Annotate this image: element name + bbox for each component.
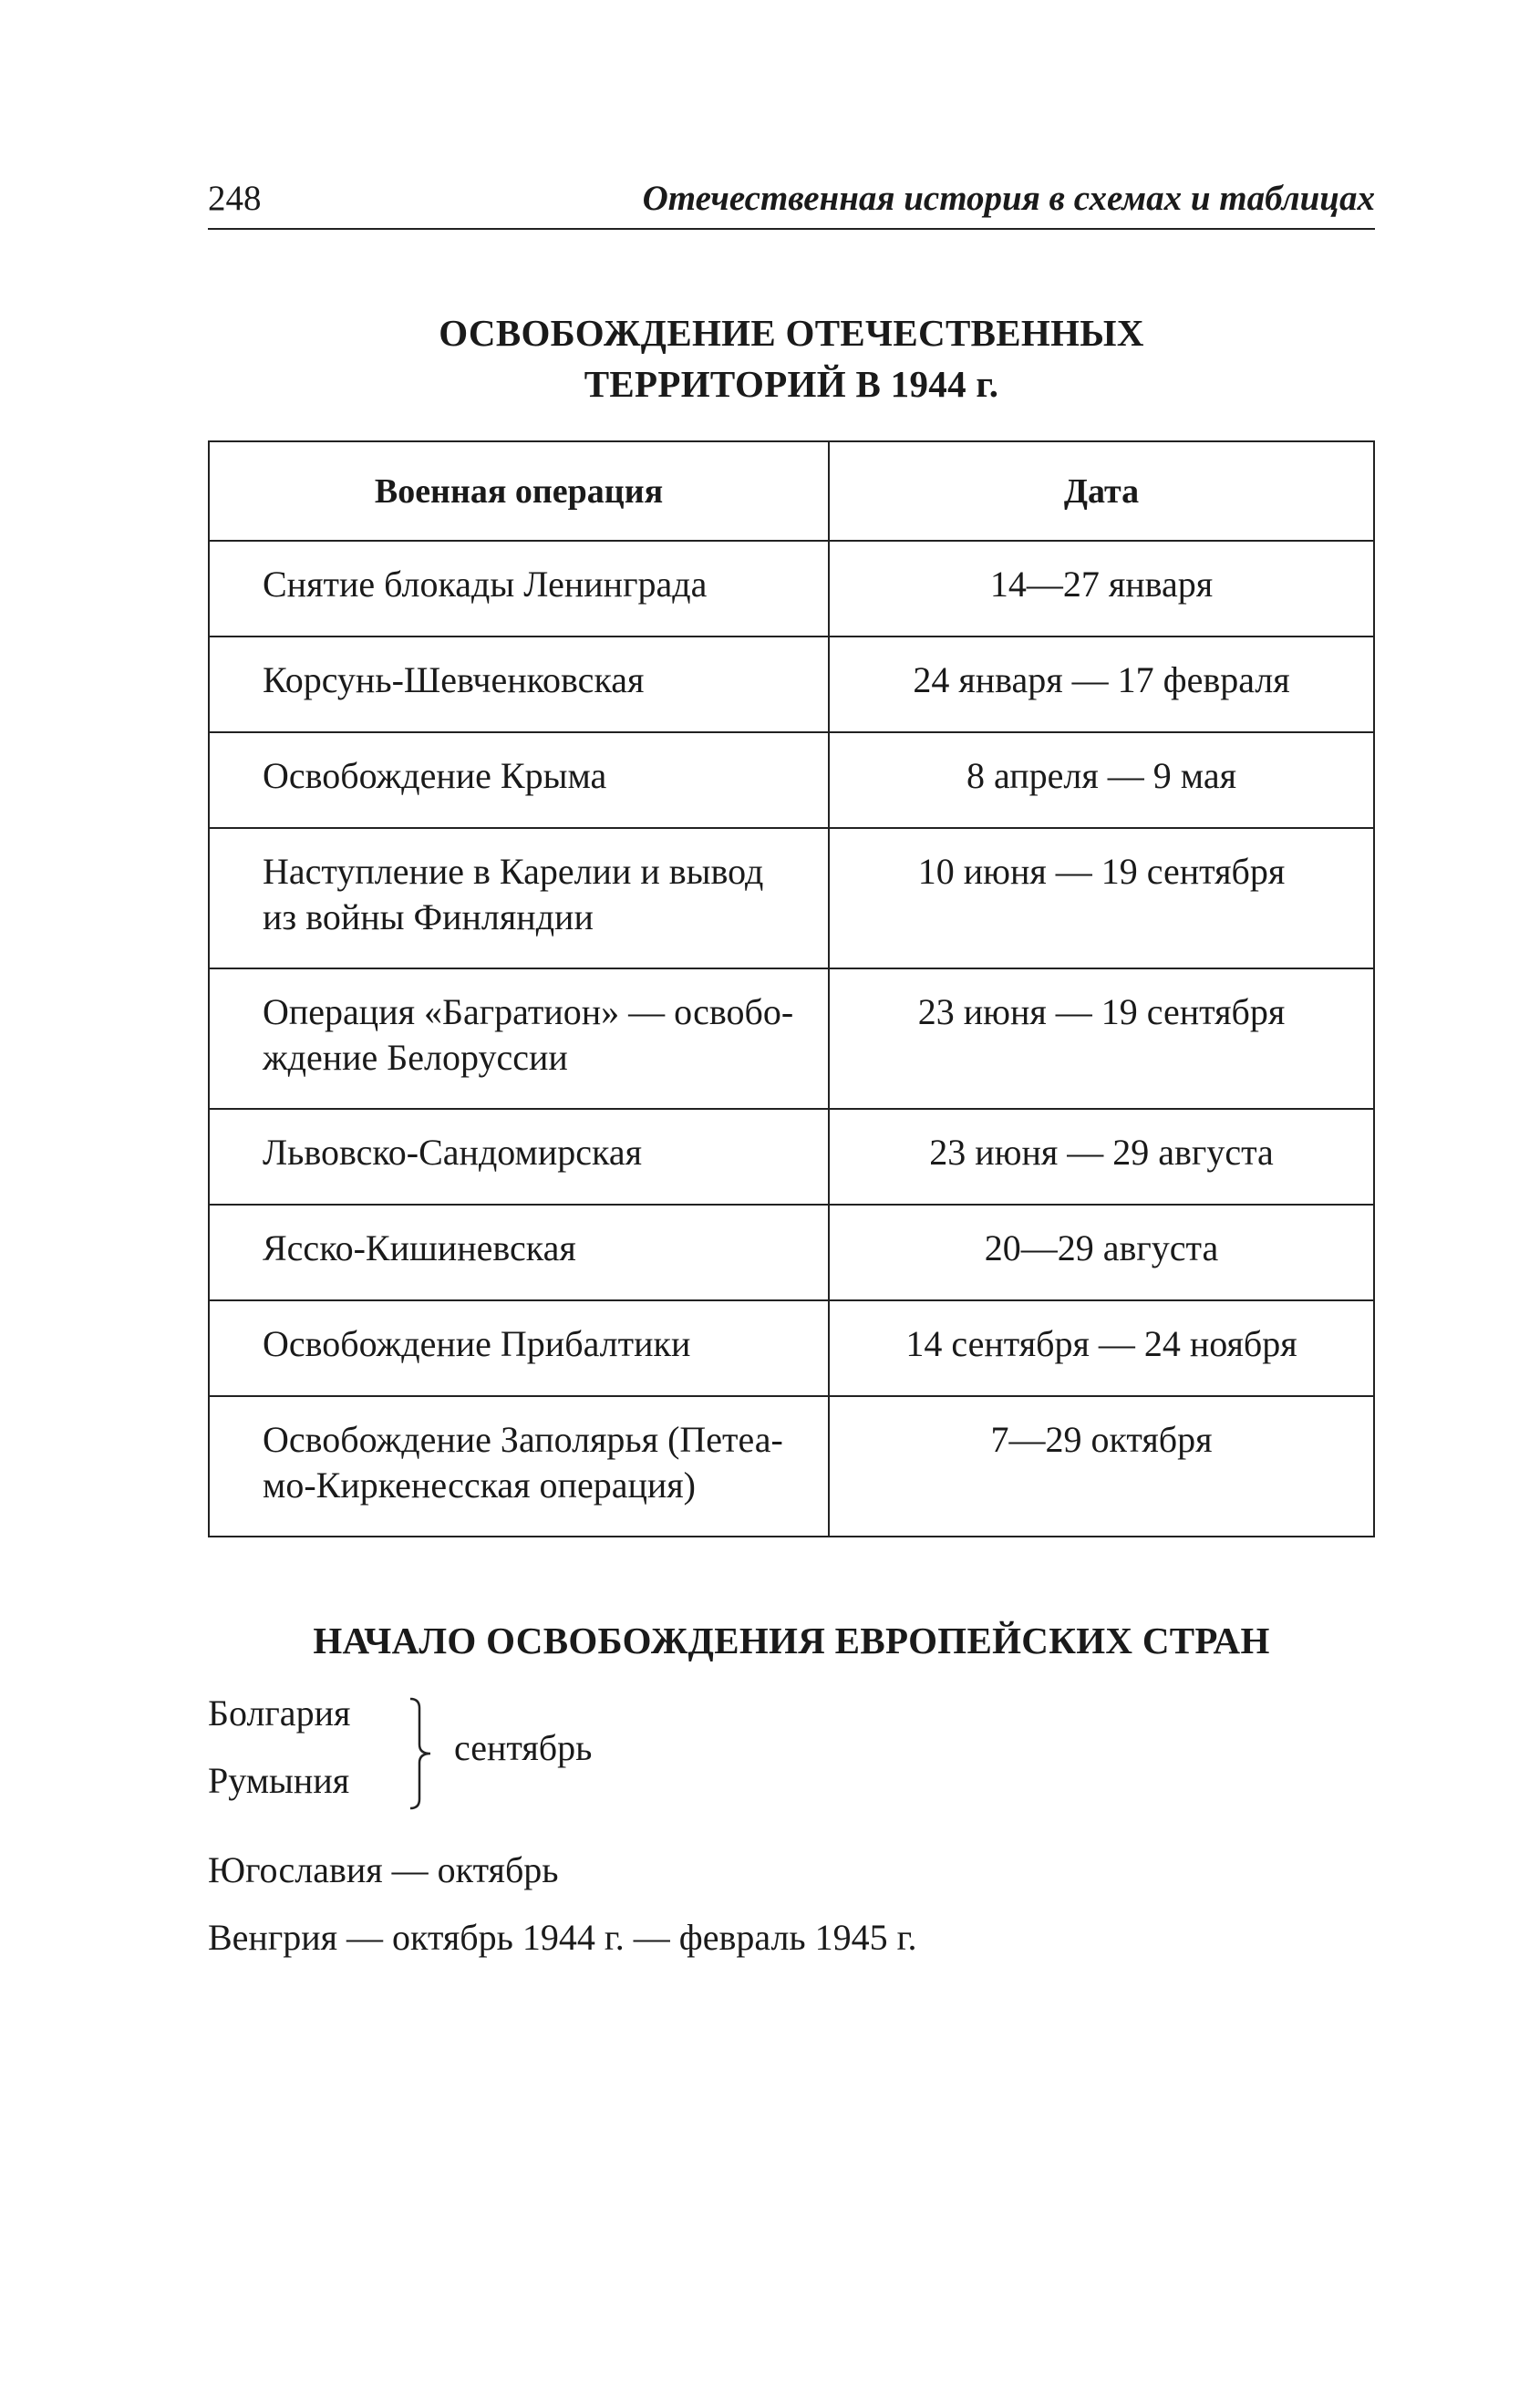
- page-number: 248: [208, 179, 262, 218]
- table-row: [209, 637, 1374, 732]
- date-cell: 14—27 января: [829, 541, 1374, 637]
- section-title-line-2: ТЕРРИТОРИЙ В 1944 г.: [584, 363, 999, 405]
- country-romania: Румыния: [208, 1760, 350, 1801]
- list-item-hungary: Венгрия — октябрь 1944 г. — февраль 1945 г.: [208, 1917, 917, 1958]
- operation-cell: Львовско-Сандомирская: [209, 1109, 829, 1205]
- operations-table: [208, 440, 1375, 1537]
- bracket-group: [208, 1692, 846, 1819]
- operation-line: Освобождение Заполярья (Петеа-: [263, 1419, 783, 1460]
- operation-line: Операция «Багратион» — освобо-: [263, 991, 794, 1032]
- month-september: сентябрь: [454, 1727, 593, 1768]
- date-cell: 23 июня — 19 сентября: [829, 968, 1374, 1109]
- section-title-european-liberation: НАЧАЛО ОСВОБОЖДЕНИЯ ЕВРОПЕЙСКИХ СТРАН: [313, 1620, 1270, 1661]
- operation-cell: Корсунь-Шевченковская: [209, 637, 829, 732]
- table-row: [209, 1109, 1374, 1205]
- operation-cell: Снятие блокады Ленинграда: [209, 541, 829, 637]
- date-cell: 10 июня — 19 сентября: [829, 828, 1374, 968]
- column-header-operation: Военная операция: [209, 441, 829, 541]
- operation-cell: [209, 828, 829, 968]
- table-row: [209, 1205, 1374, 1300]
- date-cell: 8 апреля — 9 мая: [829, 732, 1374, 828]
- running-head: [208, 170, 1375, 230]
- operation-cell: [209, 1396, 829, 1537]
- operation-cell: Ясско-Кишиневская: [209, 1205, 829, 1300]
- table-row: [209, 541, 1374, 637]
- table-row: [209, 1300, 1374, 1396]
- operation-line: Наступление в Карелии и вывод: [263, 851, 764, 892]
- list-item-yugoslavia: Югославия — октябрь: [208, 1849, 559, 1890]
- section-title-line-1: ОСВОБОЖДЕНИЕ ОТЕЧЕСТВЕННЫХ: [439, 312, 1144, 354]
- curly-brace-icon: [407, 1697, 434, 1810]
- operation-line: ждение Белоруссии: [263, 1037, 568, 1078]
- table-row: [209, 968, 1374, 1109]
- table-row: [209, 1396, 1374, 1537]
- table-row: [209, 828, 1374, 968]
- section-title-liberation-1944: [208, 307, 1375, 409]
- running-title: Отечественная история в схемах и таблицах: [642, 179, 1375, 218]
- operation-line: мо-Киркенесская операция): [263, 1465, 696, 1506]
- date-cell: 7—29 октября: [829, 1396, 1374, 1537]
- date-cell: 14 сентября — 24 ноября: [829, 1300, 1374, 1396]
- operation-cell: [209, 968, 829, 1109]
- date-cell: 20—29 августа: [829, 1205, 1374, 1300]
- operation-cell: Освобождение Крыма: [209, 732, 829, 828]
- date-cell: 24 января — 17 февраля: [829, 637, 1374, 732]
- date-cell: 23 июня — 29 августа: [829, 1109, 1374, 1205]
- table-header-row: [209, 441, 1374, 541]
- table-row: [209, 732, 1374, 828]
- operation-line: из войны Финляндии: [263, 896, 594, 937]
- operation-cell: Освобождение Прибалтики: [209, 1300, 829, 1396]
- country-bulgaria: Болгария: [208, 1692, 351, 1734]
- column-header-date: Дата: [829, 441, 1374, 541]
